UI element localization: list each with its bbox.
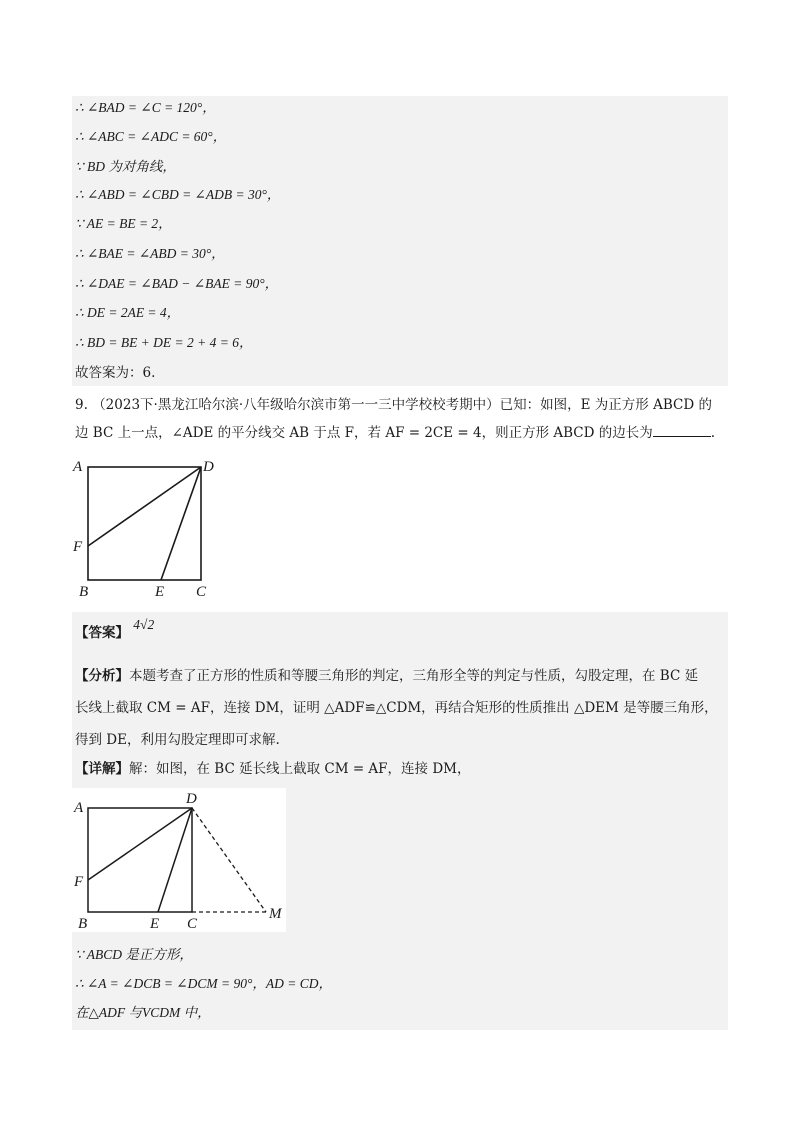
solution-line: ∵ ABCD 是正方形，: [75, 947, 193, 962]
label-b: B: [79, 584, 89, 600]
answer-blank: [653, 424, 711, 437]
question-text-2: 边 BC 上一点，∠ADE 的平分线交 AB 于点 F，若 AF = 2CE = 4，则正方形 ABCD 的边长为: [75, 425, 653, 441]
solution-line: ∴ ∠DAE = ∠BAD − ∠BAE = 90°，: [75, 276, 279, 291]
solution-line: ∵ AE = BE = 2，: [75, 216, 172, 231]
square-abcd: [88, 808, 192, 912]
segment-dm: [192, 808, 266, 912]
label-d: D: [203, 459, 214, 475]
solution-line: ∴ ∠BAD = ∠C = 120°，: [75, 100, 216, 115]
segment-fd: [88, 467, 201, 546]
label-m: M: [269, 906, 282, 922]
solution-line: ∴ BD = BE + DE = 2 + 4 = 6，: [75, 335, 253, 350]
label-e: E: [150, 916, 160, 932]
label-e: E: [155, 584, 165, 600]
label-c: C: [196, 584, 207, 600]
analysis-line-1: 本题考查了正方形的性质和等腰三角形的判定，三角形全等的判定与性质，勾股定理，在 BC 延: [129, 668, 699, 684]
analysis-line-3: 得到 DE，利用勾股定理即可求解.: [75, 732, 280, 748]
answer-value: 4√2: [133, 617, 155, 632]
segment-ed: [161, 467, 201, 580]
answer-row: [75, 617, 155, 642]
answer-line: 故答案为：6.: [75, 365, 156, 381]
question-source: （2023下·黑龙江哈尔滨·八年级哈尔滨市第一一三中学校校考期中）: [92, 397, 500, 413]
question-text-1: 已知：如图，E 为正方形 ABCD 的: [499, 397, 712, 413]
solution-line: 在△ADF 与VCDM 中，: [75, 1005, 211, 1020]
solution-line: ∴ ∠ABC = ∠ADC = 60°，: [75, 129, 227, 144]
solution-line: ∴ ∠A = ∠DCB = ∠DCM = 90°，AD = CD，: [75, 976, 332, 991]
solution-line: ∵ BD 为对角线，: [75, 159, 176, 174]
question-number: 9.: [75, 397, 88, 413]
detail-row: [75, 760, 470, 778]
label-d: D: [186, 791, 197, 807]
question-end: .: [710, 425, 716, 441]
analysis-paragraph: [75, 660, 725, 756]
solution-line: ∴ DE = 2AE = 4，: [75, 305, 181, 320]
question-text: [75, 391, 725, 447]
solution-figure: [72, 788, 286, 932]
label-f: F: [73, 539, 83, 555]
label-a: A: [74, 800, 84, 816]
square-abcd: [88, 467, 201, 580]
label-f: F: [74, 874, 84, 890]
detail-label: 【详解】: [75, 761, 129, 777]
question-figure: [70, 455, 230, 605]
answer-label: 【答案】: [75, 625, 129, 641]
segment-ed: [158, 808, 192, 912]
analysis-label: 【分析】: [75, 668, 129, 684]
label-b: B: [78, 916, 88, 932]
label-a: A: [73, 459, 83, 475]
detail-intro: 解：如图，在 BC 延长线上截取 CM = AF，连接 DM，: [129, 761, 471, 777]
solution-line: ∴ ∠ABD = ∠CBD = ∠ADB = 30°，: [75, 187, 281, 202]
solution-line: ∴ ∠BAE = ∠ABD = 30°，: [75, 246, 225, 261]
label-c: C: [187, 916, 198, 932]
analysis-line-2: 长线上截取 CM = AF，连接 DM，证明 △ADF≌△CDM，再结合矩形的性质推出 △DEM 是等腰三角形，: [75, 700, 718, 716]
segment-fd: [88, 808, 192, 880]
